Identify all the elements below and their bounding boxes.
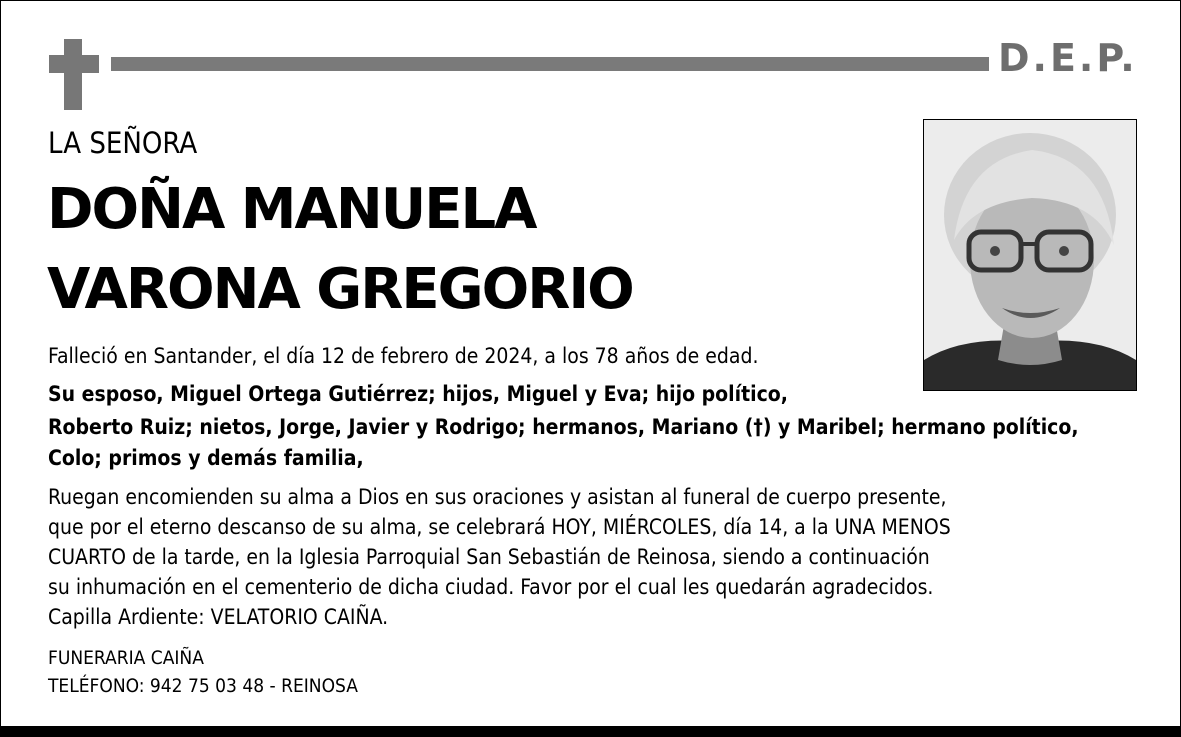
family-line: Roberto Ruiz; nietos, Jorge, Javier y Rodrigo; hermanos, Mariano (†) y Maribel; hermano político,	[48, 415, 1079, 439]
request-line: Capilla Ardiente: VELATORIO CAIÑA.	[48, 605, 389, 629]
title-prefix: LA SEÑORA	[48, 126, 198, 160]
portrait-image	[924, 120, 1136, 390]
deceased-name	[47, 170, 633, 330]
request-line: su inhumación en el cementerio de dicha ciudad. Favor por el cual les quedarán agradecidos.	[48, 575, 934, 599]
deceased-name-line: DOÑA MANUELA	[47, 177, 536, 242]
header-rule	[111, 57, 989, 71]
request-line: CUARTO de la tarde, en la Iglesia Parroquial San Sebastián de Reinosa, siendo a continuación	[48, 545, 930, 569]
request-line: que por el eterno descanso de su alma, se celebrará HOY, MIÉRCOLES, día 14, a la UNA MENOS	[48, 515, 951, 539]
family-line: Su esposo, Miguel Ortega Gutiérrez; hijos, Miguel y Eva; hijo político,	[48, 382, 788, 406]
cross-icon-vertical	[64, 39, 82, 110]
bottom-border	[0, 726, 1181, 737]
portrait-photo	[923, 119, 1137, 391]
funeral-home-phone: TELÉFONO: 942 75 03 48 - REINOSA	[48, 675, 358, 697]
request-line: Ruegan encomienden su alma a Dios en sus oraciones y asistan al funeral de cuerpo presente,	[48, 485, 947, 509]
deceased-name-line: VARONA GREGORIO	[47, 257, 633, 322]
death-notice: Falleció en Santander, el día 12 de febrero de 2024, a los 78 años de edad.	[48, 344, 759, 368]
family-line: Colo; primos y demás familia,	[48, 446, 364, 470]
cross-icon-horizontal	[49, 55, 99, 73]
funeral-home-name: FUNERARIA CAIÑA	[48, 647, 204, 669]
dep-heading: D.E.P.	[998, 36, 1138, 80]
